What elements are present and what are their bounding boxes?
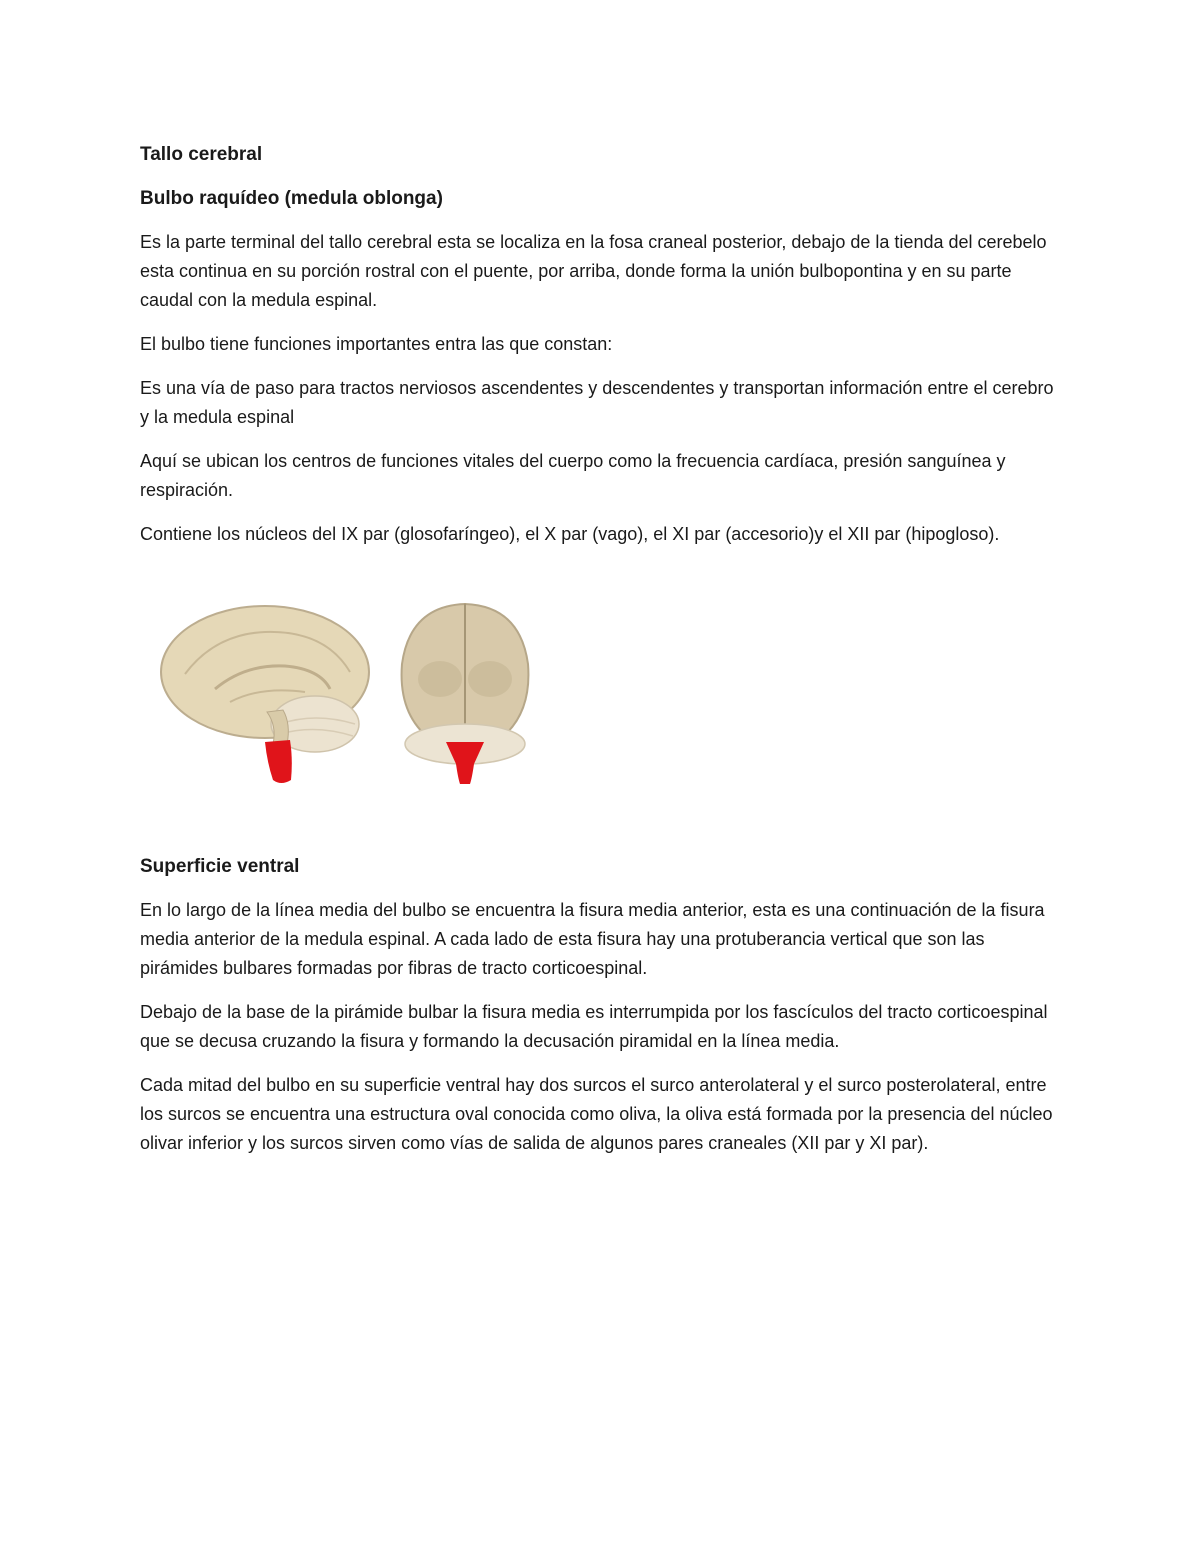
document-page [140, 140, 1060, 1173]
paragraph: Aquí se ubican los centros de funciones vitales del cuerpo como la frecuencia cardíaca, presión sanguínea y respiración. [140, 451, 1006, 500]
section-heading-bulbo: Bulbo raquídeo (medula oblonga) [140, 188, 443, 209]
section-heading-superficie: Superficie ventral [140, 856, 300, 877]
paragraph: Es una vía de paso para tractos nerviosos ascendentes y descendentes y transportan información entre el cerebro y la medula espinal [140, 378, 1054, 427]
paragraph: Contiene los núcleos del IX par (glosofaríngeo), el X par (vago), el XI par (accesorio)y el XII par (hipogloso). [140, 524, 1000, 544]
brain-lateral-view [161, 606, 369, 783]
paragraph: En lo largo de la línea media del bulbo se encuentra la fisura media anterior, esta es una continuación de la fisura media anterior de la medula espinal. A cada lado de esta fisura hay una protuberancia vertical que son las pirámides bulbares formadas por fibras de tracto corticoespinal. [140, 900, 1045, 978]
brain-illustration [155, 594, 575, 804]
document-title: Tallo cerebral [140, 144, 263, 165]
paragraph: El bulbo tiene funciones importantes entra las que constan: [140, 334, 613, 354]
paragraph: Cada mitad del bulbo en su superficie ventral hay dos surcos el surco anterolateral y el surco posterolateral, entre los surcos se encuentra una estructura oval conocida como oliva, la oliva está formada por la presencia del núcleo olivar inferior y los surcos sirven como vías de salida de algunos pares craneales (XII par y XI par). [140, 1075, 1053, 1153]
paragraph: Debajo de la base de la pirámide bulbar la fisura media es interrumpida por los fascículos del tracto corticoespinal que se decusa cruzando la fisura y formando la decusación piramidal en la línea media. [140, 1002, 1048, 1051]
brain-frontal-view [402, 604, 529, 784]
paragraph: Es la parte terminal del tallo cerebral esta se localiza en la fosa craneal posterior, debajo de la tienda del cerebelo esta continua en su porción rostral con el puente, por arriba, donde forma la unión bulbopontina y en su parte caudal con la medula espinal. [140, 232, 1047, 310]
medulla-highlight-lateral [265, 740, 292, 783]
brain-figure-svg [155, 594, 575, 804]
